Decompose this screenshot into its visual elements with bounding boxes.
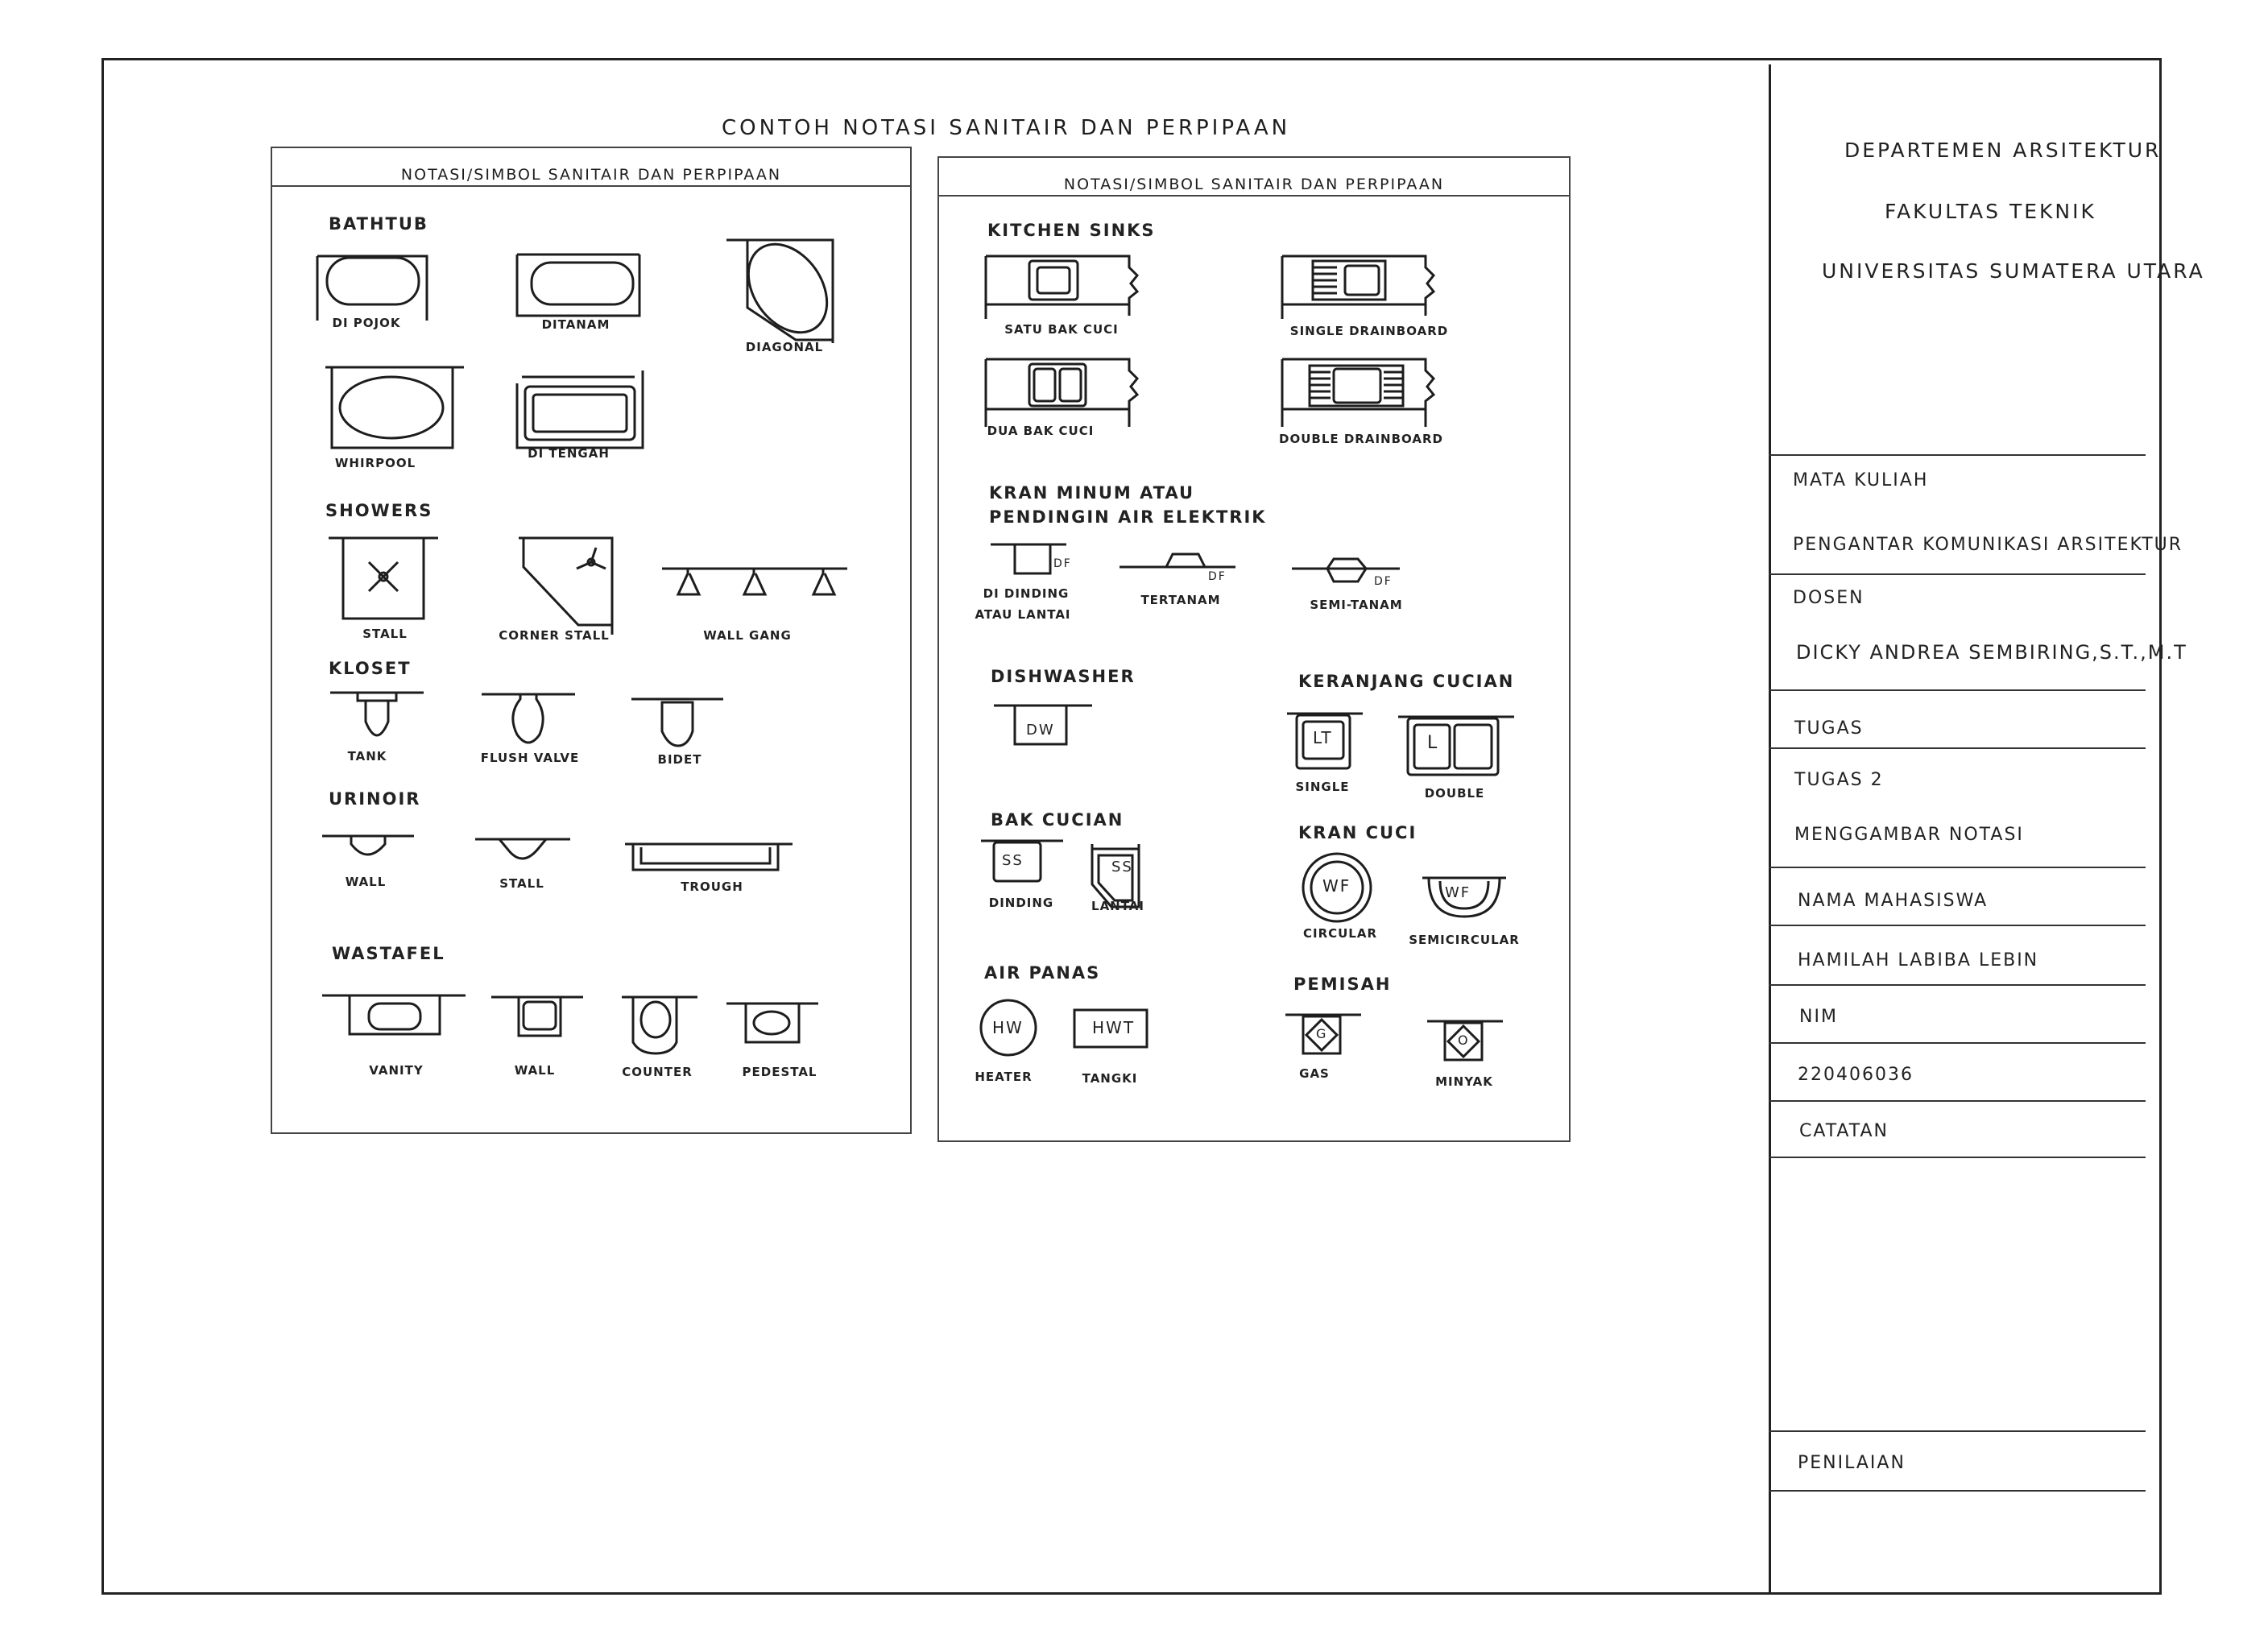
title-block-divider-2 — [1769, 573, 2146, 575]
bathtub-diagonal-symbol — [723, 238, 836, 343]
sink-single-drainboard-caption: SINGLE DRAINBOARD — [1289, 324, 1449, 338]
service-sink-label: BAK CUCIAN — [991, 810, 1124, 830]
lavatory-vanity-caption: VANITY — [369, 1063, 424, 1078]
bathtub-corner-caption: DI POJOK — [332, 316, 401, 330]
urinal-wall-caption: WALL — [345, 875, 387, 889]
title-block-divider-8 — [1769, 1042, 2146, 1044]
gas-interceptor-tag: G — [1316, 1026, 1328, 1041]
sink-single-bowl-symbol — [984, 251, 1145, 319]
urinal-stall-caption: STALL — [499, 876, 544, 891]
assignment-value: TUGAS 2 — [1794, 770, 1884, 790]
dishwasher-label: DISHWASHER — [991, 667, 1136, 686]
fountain-recessed-df: DF — [1208, 570, 1227, 583]
sink-double-bowl-caption: DUA BAK CUCI — [987, 424, 1095, 438]
left-panel-title: NOTASI/SIMBOL SANITAIR DAN PERPIPAAN — [400, 166, 782, 184]
student-name-label: NAMA MAHASISWA — [1798, 891, 1989, 911]
shower-wall-gang-caption: WALL GANG — [703, 628, 792, 643]
service-sink-wall-caption: DINDING — [988, 896, 1054, 910]
shower-stall-caption: STALL — [362, 627, 408, 641]
service-sink-floor-tag: SS — [1111, 859, 1133, 875]
laundry-tray-double-tag: L — [1427, 733, 1439, 753]
bidet-symbol — [630, 696, 726, 752]
title-block-divider-9 — [1769, 1100, 2146, 1102]
title-block-divider-4 — [1769, 747, 2146, 749]
nim-label: NIM — [1799, 1007, 1838, 1027]
title-block-faculty: FAKULTAS TEKNIK — [1885, 200, 2096, 223]
hot-water-tank-tag: HWT — [1092, 1018, 1136, 1037]
sheet-title: CONTOH NOTASI SANITAIR DAN PERPIPAAN — [722, 116, 1291, 140]
wash-fountain-label: KRAN CUCI — [1298, 823, 1418, 842]
lavatory-counter-symbol — [620, 992, 701, 1057]
urinal-wall-symbol — [321, 831, 417, 871]
drinking-fountain-label-line1: KRAN MINUM ATAU — [989, 483, 1195, 503]
kloset-label: KLOSET — [329, 659, 412, 678]
lecturer-label: DOSEN — [1793, 588, 1864, 608]
assignment-label: TUGAS — [1794, 718, 1864, 739]
course-label: MATA KULIAH — [1793, 470, 1929, 490]
title-block-department: DEPARTEMEN ARSITEKTUR — [1844, 139, 2162, 162]
urinal-stall-symbol — [474, 834, 573, 875]
kloset-flush-valve-caption: FLUSH VALVE — [480, 751, 580, 765]
hot-water-tank-caption: TANGKI — [1082, 1071, 1138, 1086]
urinal-trough-symbol — [623, 839, 796, 879]
fountain-wall-df: DF — [1053, 557, 1072, 570]
bathtub-whirlpool-caption: WHIRPOOL — [334, 456, 416, 470]
oil-interceptor-caption: MINYAK — [1435, 1074, 1493, 1089]
laundry-tray-double-symbol — [1397, 714, 1517, 778]
title-block-divider-10 — [1769, 1157, 2146, 1158]
grade-label: PENILAIAN — [1798, 1453, 1906, 1473]
fountain-wall-caption-2: ATAU LANTAI — [975, 607, 1071, 622]
shower-stall-symbol — [329, 535, 441, 623]
bidet-caption: BIDET — [657, 752, 702, 767]
right-panel-title: NOTASI/SIMBOL SANITAIR DAN PERPIPAAN — [1063, 176, 1445, 193]
fountain-semi-recessed-df: DF — [1374, 575, 1393, 588]
dishwasher-tag: DW — [1026, 722, 1055, 739]
title-block-divider-5 — [1769, 867, 2146, 868]
oil-interceptor-tag: O — [1458, 1033, 1470, 1048]
laundry-tray-label: KERANJANG CUCIAN — [1298, 672, 1515, 691]
assignment-description: MENGGAMBAR NOTASI — [1794, 825, 2024, 845]
water-heater-tag: HW — [992, 1018, 1024, 1037]
nim-value: 220406036 — [1798, 1065, 1914, 1085]
lavatory-wall-symbol — [490, 994, 586, 1042]
wash-fountain-circular-tag: WF — [1322, 876, 1351, 896]
lavatory-counter-caption: COUNTER — [622, 1065, 693, 1079]
lecturer-value: DICKY ANDREA SEMBIRING,S.T.,M.T — [1796, 641, 2187, 664]
urinoir-label: URINOIR — [329, 789, 421, 809]
bathtub-island-caption: DI TENGAH — [528, 446, 610, 461]
title-block-divider-6 — [1769, 925, 2146, 926]
sink-single-drainboard-symbol — [1281, 251, 1442, 319]
lavatory-pedestal-caption: PEDESTAL — [742, 1065, 817, 1079]
lavatory-pedestal-symbol — [725, 1000, 822, 1049]
course-value: PENGANTAR KOMUNIKASI ARSITEKTUR — [1793, 535, 2183, 555]
title-block-divider-12 — [1769, 1490, 2146, 1492]
bathtub-whirlpool-symbol — [322, 364, 467, 453]
wash-fountain-circular-caption: CIRCULAR — [1302, 926, 1378, 941]
notes-label: CATATAN — [1799, 1121, 1889, 1141]
showers-label: SHOWERS — [325, 501, 433, 520]
gas-interceptor-caption: GAS — [1299, 1066, 1330, 1081]
title-block-divider-3 — [1769, 689, 2146, 691]
urinal-trough-caption: TROUGH — [681, 879, 743, 894]
title-block-divider-7 — [1769, 984, 2146, 986]
interceptor-label: PEMISAH — [1293, 975, 1392, 994]
bathtub-label: BATHTUB — [329, 214, 428, 234]
title-block-university: UNIVERSITAS SUMATERA UTARA — [1822, 259, 2205, 283]
kloset-tank-symbol — [329, 689, 425, 746]
laundry-tray-single-caption: SINGLE — [1295, 780, 1350, 794]
lavatory-wall-caption: WALL — [514, 1063, 556, 1078]
water-heater-caption: HEATER — [975, 1070, 1033, 1084]
sink-double-drainboard-caption: DOUBLE DRAINBOARD — [1279, 432, 1443, 446]
service-sink-floor-caption: LANTAI — [1091, 899, 1144, 913]
drinking-fountain-label-line2: PENDINGIN AIR ELEKTRIK — [989, 507, 1267, 527]
bathtub-recessed-symbol — [514, 251, 643, 324]
kitchen-sinks-label: KITCHEN SINKS — [987, 221, 1156, 240]
hot-water-label: AIR PANAS — [984, 963, 1101, 983]
bathtub-diagonal-caption: DIAGONAL — [745, 340, 824, 354]
fountain-semi-recessed-caption: SEMI-TANAM — [1310, 598, 1403, 612]
shower-corner-stall-caption: CORNER STALL — [499, 628, 610, 643]
laundry-tray-double-caption: DOUBLE — [1424, 786, 1485, 801]
bathtub-corner-symbol — [314, 251, 435, 324]
title-block-divider-1 — [1769, 454, 2146, 456]
sink-single-bowl-caption: SATU BAK CUCI — [1004, 322, 1119, 337]
fountain-recessed-caption: TERTANAM — [1140, 593, 1221, 607]
bathtub-recessed-caption: DITANAM — [541, 317, 610, 332]
wash-fountain-semicircular-caption: SEMICIRCULAR — [1409, 933, 1520, 947]
fountain-wall-caption-1: DI DINDING — [983, 586, 1070, 601]
wastafel-label: WASTAFEL — [332, 944, 445, 963]
wash-fountain-semicircular-tag: WF — [1445, 884, 1471, 901]
sink-double-bowl-symbol — [984, 354, 1145, 427]
laundry-tray-single-tag: LT — [1313, 728, 1333, 747]
lavatory-vanity-symbol — [321, 992, 469, 1041]
shower-corner-stall-symbol — [519, 535, 615, 635]
service-sink-wall-tag: SS — [1002, 852, 1024, 869]
kloset-flush-valve-symbol — [480, 691, 577, 747]
kloset-tank-caption: TANK — [347, 749, 387, 764]
service-sink-wall-symbol — [979, 838, 1068, 886]
shower-wall-gang-symbol — [659, 564, 852, 604]
sink-double-drainboard-symbol — [1281, 354, 1442, 427]
student-name-value: HAMILAH LABIBA LEBIN — [1798, 950, 2039, 970]
title-block-divider-11 — [1769, 1430, 2146, 1432]
